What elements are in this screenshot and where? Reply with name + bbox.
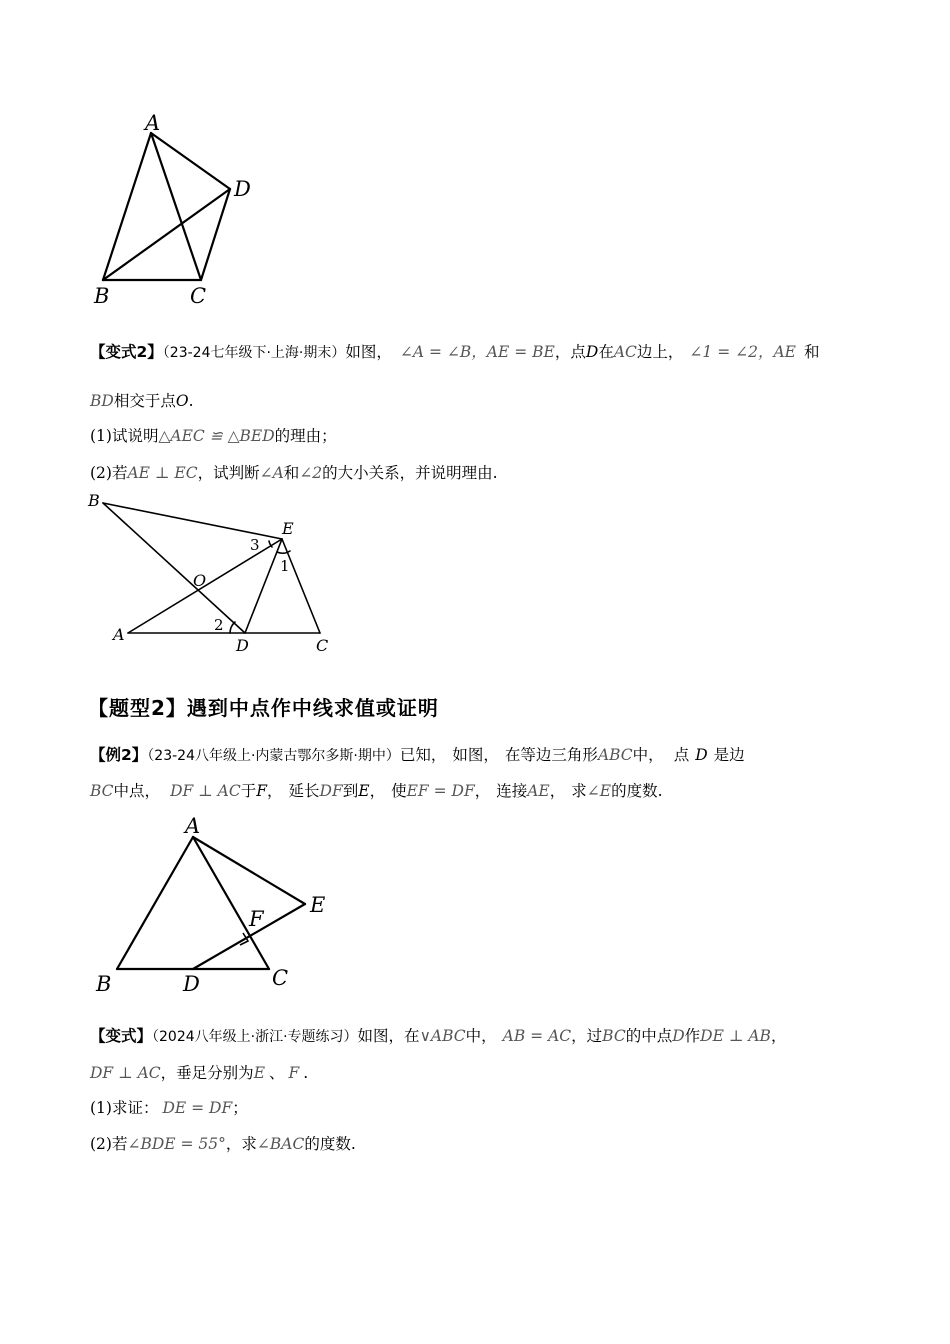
variant-text-3: ，过 [571,1027,603,1045]
variant-text-2: 中， [465,1027,497,1045]
example2-l2-text-4: 延长 [288,782,320,800]
variant2-math-1: ∠A = ∠B，AE = BE [399,343,555,361]
point-label-d: D [183,972,200,996]
segment-ec [282,539,320,633]
variant-q1-suffix: ； [232,1099,248,1117]
point-label-b: B [88,491,100,510]
example2-math-angle-e: ∠E [586,782,612,800]
example2-math-ef-eq-df: EF = DF [406,782,475,800]
variant-line2-math-e: E [253,1064,266,1082]
segment-bd [103,503,245,633]
example2-l2-text-9: 连接 [496,782,528,800]
variant2-q2-suffix: 的大小关系，并说明理由. [322,464,498,482]
example2-text-6: 是边 [713,746,745,764]
variant2-q2-math-1: AE ⊥ EC [127,464,198,482]
example2-math-abc: ABC [597,746,633,764]
variant-source: （2024八年级上·浙江·专题练习） [152,1029,358,1045]
angle-label-2: 2 [214,616,224,634]
example2-point-d: D [695,746,708,764]
figure-equilateral-triangle-abc [90,810,340,1000]
variant2-q1-math: △AEC ≌ △BED [158,427,275,445]
variant-q2-mid: ，求 [225,1135,257,1153]
example2-l2-text-2: 于 [240,782,257,800]
point-label-f: F [249,907,264,931]
variant-line2-math-f: F [288,1064,300,1082]
point-label-a: A [145,111,161,135]
variant-math-d: D [672,1027,685,1045]
example2-l2-text-8: ， [474,782,491,800]
example2-point-e: E [358,782,370,800]
variant2-text-5: 和 [803,343,820,361]
section-title: 【题型2】遇到中点作中线求值或证明 [88,696,439,720]
variant-math-ab-eq-ac: AB = AC [502,1027,572,1045]
example2-line1 [90,744,745,767]
variant-text-6: ， [770,1027,787,1045]
variant2-math-2: AC [613,343,637,361]
figure-triangles-aec-bed [80,488,350,658]
variant-math-de-perp-ab: DE ⊥ AB [700,1027,771,1045]
angle-mark-2 [230,622,235,633]
variant2-q2-math-2: ∠A [259,464,284,482]
segment-ab [103,133,151,280]
variant2-q1-suffix: 的理由； [274,427,337,445]
variant-line2-math-df-perp-ac: DF ⊥ AC [90,1064,161,1082]
example2-math-df-perp-ac: DF ⊥ AC [170,782,241,800]
variant2-text-4: 边上， [636,343,684,361]
variant-q2-suffix: 的度数. [304,1135,356,1153]
variant-q1-prefix: (1)求证： [90,1099,159,1117]
variant2-line2 [90,390,194,412]
segment-dc [201,189,230,280]
point-label-e: E [282,519,294,538]
variant2-q2-and: 和 [283,464,300,482]
variant-math-triangle: ∨ABC [419,1027,466,1045]
variant-line2-text-2: 、 [269,1064,285,1082]
point-label-c: C [272,966,289,990]
example2-math-ae: AE [527,782,550,800]
variant2-line2-text: 相交于点 [113,392,176,410]
segment-ac [151,133,201,280]
example2-text-2: 如图， [452,746,499,764]
segment-ab [117,837,193,969]
example2-math-bc: BC [90,782,114,800]
variant-question-1 [90,1097,248,1119]
variant-text-5: 作 [684,1027,701,1045]
example2-source: （23-24八年级上·内蒙古鄂尔多斯·期中） [147,748,400,764]
variant-line2-text-1: ，垂足分别为 [160,1064,254,1082]
point-label-d: D [236,636,249,655]
example2-l2-text-6: ， [369,782,386,800]
angle-label-1: 1 [280,557,290,575]
segment-be [103,503,282,539]
figure-quadrilateral-abcd [80,105,280,315]
variant-text-1: 如图，在 [357,1027,420,1045]
variant2-q2-prefix: (2)若 [90,464,128,482]
variant-q2-math-2: ∠BAC [256,1135,305,1153]
variant2-source: （23-24七年级下·上海·期末） [162,345,346,361]
variant2-text-3: 在 [598,343,614,361]
variant2-q1-prefix: (1)试说明 [90,427,159,445]
variant2-q2-math-3: ∠2 [299,464,323,482]
variant-q2-math-1: ∠BDE = 55° [127,1135,226,1153]
variant-question-2 [90,1133,356,1155]
variant-math-bc: BC [602,1027,626,1045]
variant-line2-text-3: . [303,1064,309,1082]
variant2-line2-end: . [188,392,194,410]
example2-text-5: 点 [673,746,690,764]
segment-ac [193,837,269,969]
variant2-text-2: ，点 [554,343,586,361]
example2-text-3: 在等边三角形 [504,746,598,764]
point-label-a: A [185,814,201,838]
variant2-point-d: D [585,343,599,361]
variant2-text-1: 如图， [345,343,392,361]
point-label-b: B [94,284,110,308]
angle-mark-1 [277,551,290,553]
variant2-question-2 [90,462,498,484]
variant-text-4: 的中点 [625,1027,673,1045]
example2-line2 [90,780,663,802]
point-label-e: E [310,893,326,917]
example2-l2-text-10: ， [549,782,566,800]
point-label-o: O [193,571,207,590]
variant-line1 [90,1025,786,1048]
point-label-c: C [190,284,207,308]
example2-text-1: 已知， [399,746,447,764]
variant-q1-math: DE = DF [162,1099,233,1117]
example2-text-4: 中， [632,746,664,764]
point-label-b: B [96,972,112,996]
variant2-math-3: ∠1 = ∠2，AE [689,343,796,361]
example2-l2-text-11: 求 [571,782,587,800]
point-label-c: C [316,636,329,655]
example2-tag: 【例2】 [90,746,148,764]
example2-l2-text-5: 到 [342,782,359,800]
variant2-question-1 [90,425,337,447]
variant-line2 [90,1062,308,1084]
example2-l2-text-1: 中点， [113,782,161,800]
example2-point-f: F [256,782,268,800]
segment-ad [151,133,230,189]
variant2-tag: 【变式2】 [90,343,163,361]
example2-math-df: DF [319,782,343,800]
segment-ae [193,837,305,904]
variant-tag: 【变式】 [90,1027,153,1045]
example2-l2-text-3: ， [267,782,283,800]
variant-q2-prefix: (2)若 [90,1135,128,1153]
point-label-d: D [234,177,251,201]
variant2-q2-mid: ，试判断 [197,464,260,482]
point-label-a: A [113,625,125,644]
segment-bd [103,189,230,280]
variant2-line1 [90,341,820,364]
example2-l2-text-7: 使 [391,782,407,800]
variant2-line2-point: O [175,392,189,410]
variant2-line2-math: BD [90,392,114,410]
angle-label-3: 3 [250,536,260,554]
example2-l2-text-12: 的度数. [611,782,663,800]
